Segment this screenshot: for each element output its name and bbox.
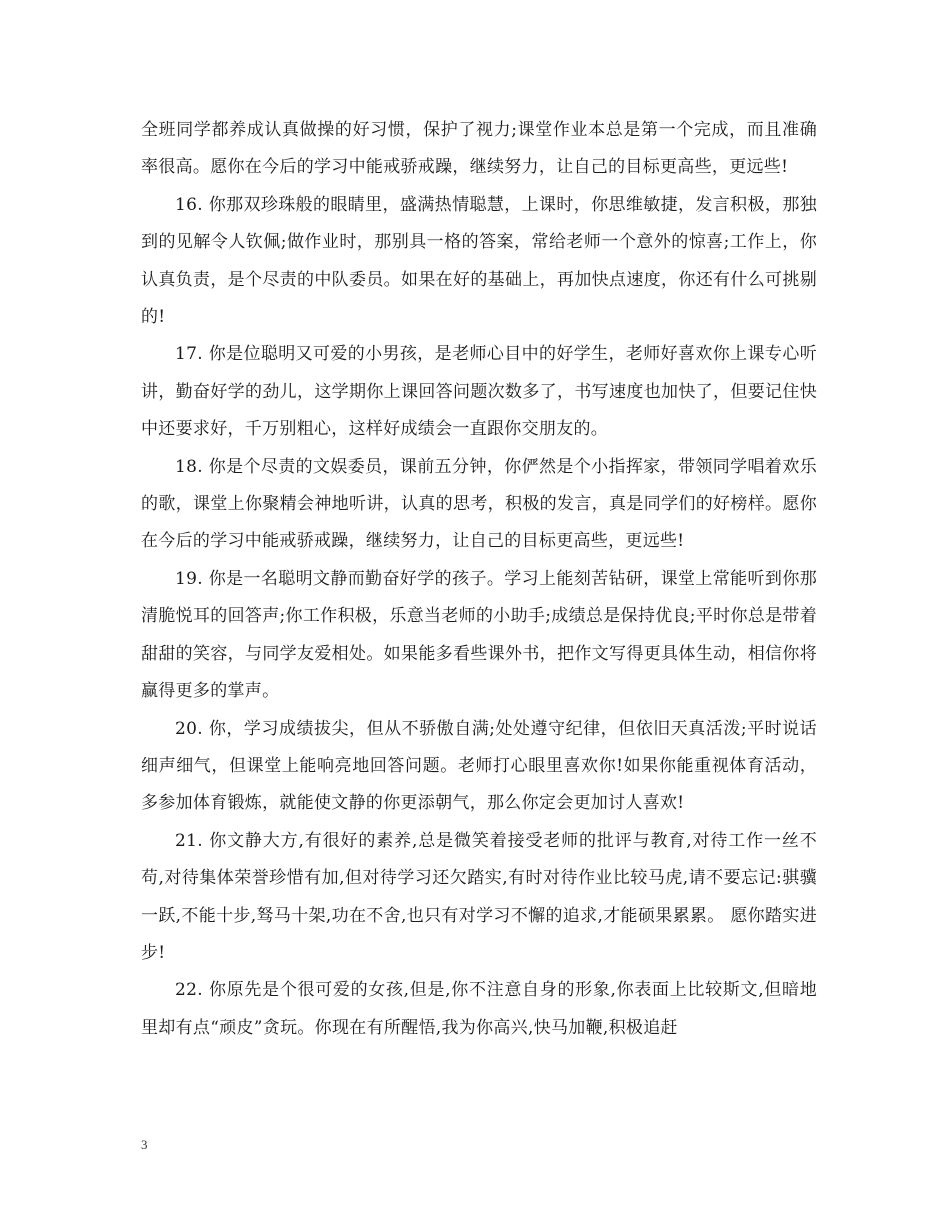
page-number: 3 (141, 1137, 148, 1152)
paragraph-comment-20: 20. 你，学习成绩拔尖，但从不骄傲自满;处处遵守纪律，但依旧天真活泼;平时说话细声细气，但课堂上能响亮地回答问题。老师打心眼里喜欢你!如果你能重视体育活动，多参加体育锻炼，就能使文静的你更添朝气，那么你定会更加讨人喜欢! (141, 718, 817, 814)
paragraph-comment-18: 18. 你是个尽责的文娱委员，课前五分钟，你俨然是个小指挥家，带领同学唱着欢乐的歌，课堂上你聚精会神地听讲，认真的思考，积极的发言，真是同学们的好榜样。愿你在今后的学习中能戒骄戒躁，继续努力，让自己的目标更高些，更远些! (141, 456, 817, 552)
paragraph-comment-19: 19. 你是一名聪明文静而勤奋好学的孩子。学习上能刻苦钻研，课堂上常能听到你那清脆悦耳的回答声;你工作积极，乐意当老师的小助手;成绩总是保持优良;平时你总是带着甜甜的笑容，与同学友爱相处。如果能多看些课外书，把作文写得更具体生动，相信你将赢得更多的掌声。 (141, 568, 817, 702)
paragraph-comment-22: 22. 你原先是个很可爱的女孩,但是,你不注意自身的形象,你表面上比较斯文,但暗地里却有点“顽皮”贪玩。你现在有所醒悟,我为你高兴,快马加鞭,积极追赶 (141, 980, 817, 1038)
paragraph-continued: 全班同学都养成认真做操的好习惯，保护了视力;课堂作业本总是第一个完成，而且准确率很高。愿你在今后的学习中能戒骄戒躁，继续努力，让自己的目标更高些，更远些! (141, 120, 817, 178)
paragraph-comment-21: 21. 你文静大方,有很好的素养,总是微笑着接受老师的批评与教育,对待工作一丝不苟,对待集体荣誉珍惜有加,但对待学习还欠踏实,有时对待作业比较马虎,请不要忘记:骐骥一跃,不能十步,驽马十架,功在不舍,也只有对学习不懈的追求,才能硕果累累。 愿你踏实进步! (141, 830, 817, 963)
document-body (141, 112, 817, 1047)
paragraph-comment-17: 17. 你是位聪明又可爱的小男孩，是老师心目中的好学生，老师好喜欢你上课专心听讲，勤奋好学的劲儿，这学期你上课回答问题次数多了，书写速度也加快了，但要记住快中还要求好，千万别粗心，这样好成绩会一直跟你交朋友的。 (141, 344, 817, 440)
paragraph-comment-16: 16. 你那双珍珠般的眼睛里，盛满热情聪慧，上课时，你思维敏捷，发言积极，那独到的见解令人钦佩;做作业时，那别具一格的答案，常给老师一个意外的惊喜;工作上，你认真负责，是个尽责的中队委员。如果在好的基础上，再加快点速度，你还有什么可挑剔的! (141, 194, 817, 328)
